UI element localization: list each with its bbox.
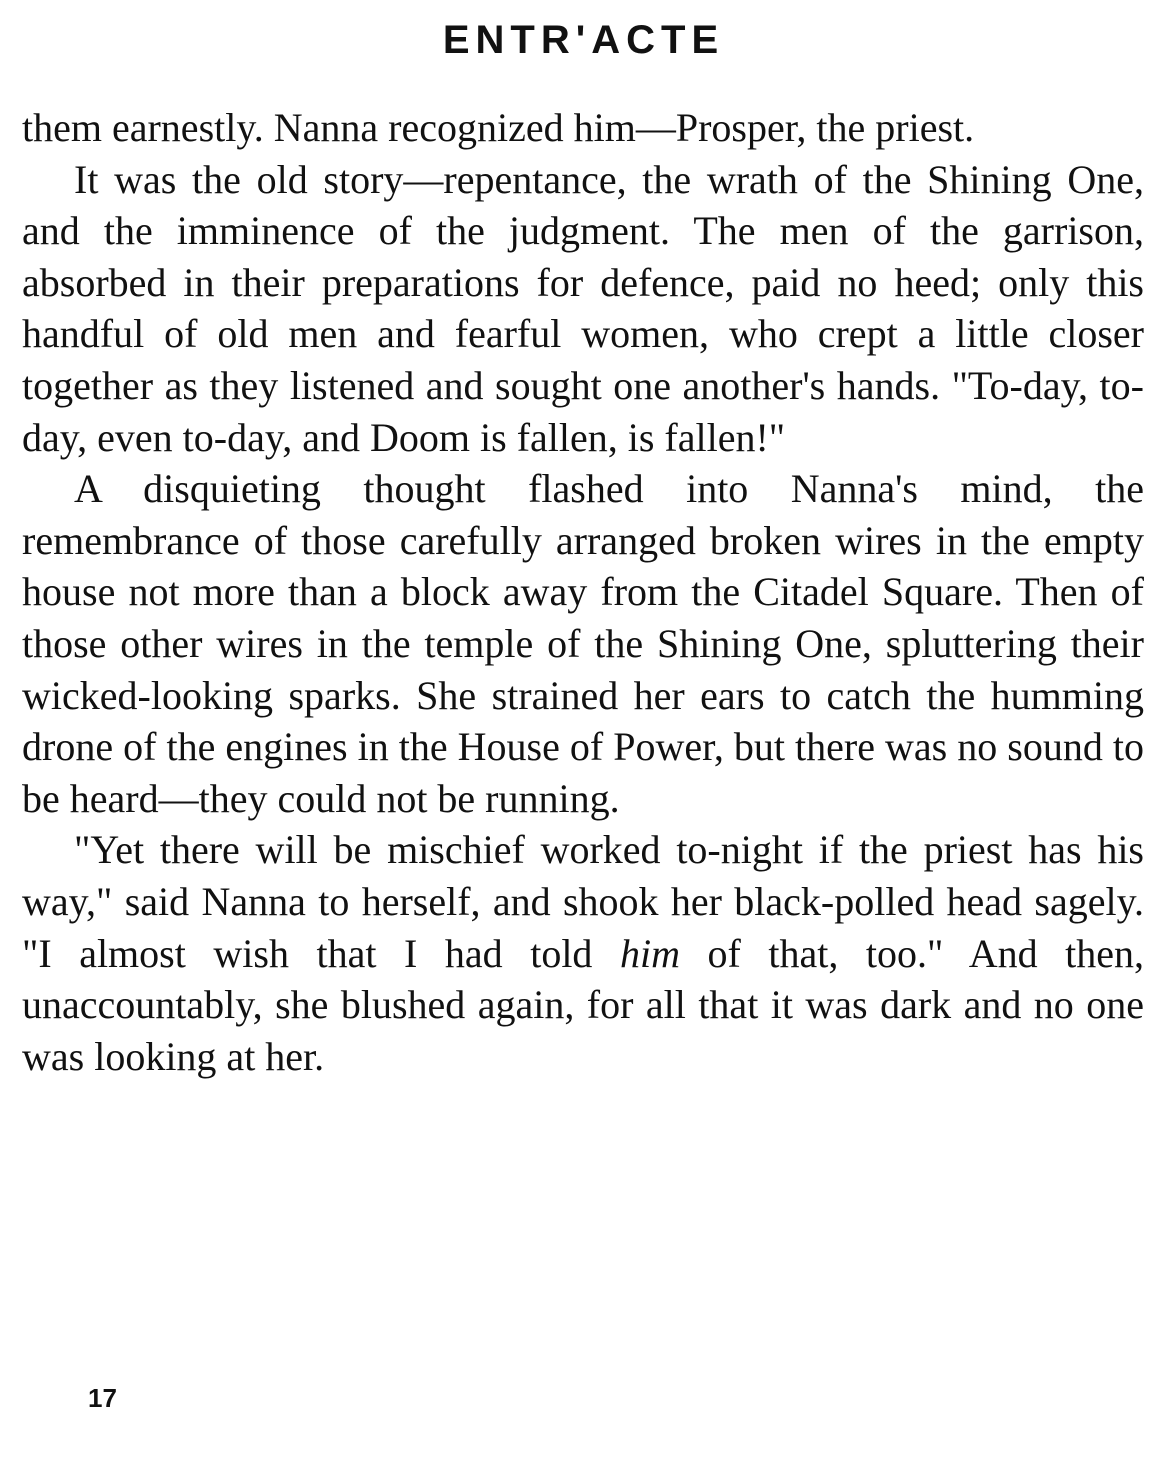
paragraph-continuation: them earnestly. Nanna recognized him—Prosper, the priest. bbox=[22, 105, 975, 150]
running-title: ENTR'ACTE bbox=[442, 18, 725, 62]
paragraph bbox=[22, 824, 1144, 1082]
paragraph-text: of that, too." And then, unaccountably, she blushed again, for all that it was dark and no one was looking at her. bbox=[22, 930, 1145, 1079]
body-text bbox=[22, 102, 1144, 1082]
paragraph: It was the old story—repentance, the wrath of the Shining One, and the imminence of the judgment. The men of the garrison, absorbed in their preparations for defence, paid no heed; only this handful of old men and fearful women, who crept a little closer together as they listened and sought one another's hands. "To-day, to-day, even to-day, and Doom is fallen, is fallen!" bbox=[22, 156, 1144, 460]
paragraph-text: "Yet there will be mischief worked to-night if the priest has his way," said Nanna to herself, and shook her black-polled head sagely. "I almost wish that I had told bbox=[22, 827, 1144, 976]
italic-word: him bbox=[619, 930, 680, 976]
paragraph: A disquieting thought flashed into Nanna's mind, the remembrance of those carefully arranged broken wires in the empty house not more than a block away from the Citadel Square. Then of those other wires in the temple of the Shining One, spluttering their wicked-looking sparks. She strained her ears to catch the humming drone of the engines in the House of Power, but there was no sound to be heard—they could not be running. bbox=[22, 466, 1144, 821]
page-number: 17 bbox=[88, 1383, 117, 1413]
